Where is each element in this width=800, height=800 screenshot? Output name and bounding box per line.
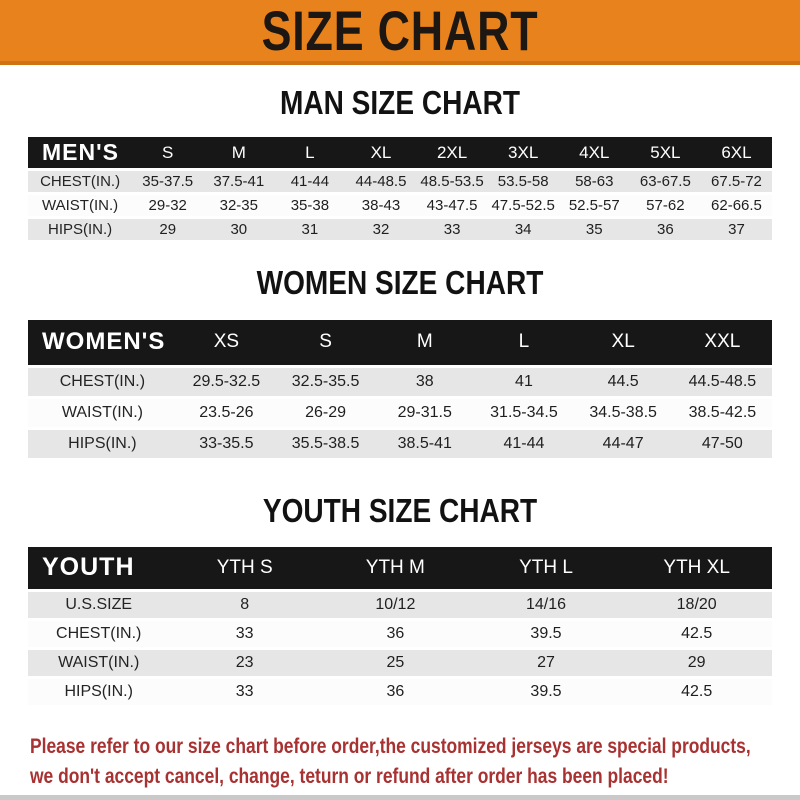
- row-label: U.S.SIZE: [28, 592, 169, 618]
- size-value: 38: [375, 368, 474, 396]
- measurement-row: [28, 171, 772, 192]
- row-label: CHEST(IN.): [28, 171, 132, 192]
- size-value: 23.5-26: [177, 399, 276, 427]
- size-value: 38.5-41: [375, 430, 474, 458]
- size-value: 43-47.5: [417, 195, 488, 216]
- size-value: 30: [203, 219, 274, 240]
- row-label: HIPS(IN.): [28, 430, 177, 458]
- man-size-section: [0, 85, 800, 243]
- size-value: 35: [559, 219, 630, 240]
- women-size-table: [28, 317, 772, 461]
- measurement-row: [28, 195, 772, 216]
- size-value: 8: [169, 592, 320, 618]
- banner: [0, 0, 800, 65]
- size-column-header: 6XL: [701, 137, 772, 168]
- size-value: 33: [417, 219, 488, 240]
- size-value: 41-44: [274, 171, 345, 192]
- measurement-row: [28, 430, 772, 458]
- size-value: 36: [630, 219, 701, 240]
- men-size-table: [28, 134, 772, 243]
- size-value: 27: [471, 650, 622, 676]
- women-size-section: [0, 265, 800, 460]
- size-value: 41-44: [474, 430, 573, 458]
- size-value: 33: [169, 621, 320, 647]
- size-column-header: S: [132, 137, 203, 168]
- size-value: 58-63: [559, 171, 630, 192]
- man-section-heading: MAN SIZE CHART: [280, 84, 520, 121]
- table-title-cell: MEN'S: [28, 137, 132, 168]
- size-value: 67.5-72: [701, 171, 772, 192]
- size-value: 33: [169, 679, 320, 705]
- size-value: 39.5: [471, 621, 622, 647]
- footer-line-2: we don't accept cancel, change, teturn or refund after order has been placed!: [30, 764, 669, 788]
- size-value: 35.5-38.5: [276, 430, 375, 458]
- size-value: 34.5-38.5: [574, 399, 673, 427]
- size-value: 36: [320, 679, 471, 705]
- size-value: 32-35: [203, 195, 274, 216]
- size-value: 29: [132, 219, 203, 240]
- size-value: 44.5-48.5: [673, 368, 772, 396]
- measurement-row: [28, 219, 772, 240]
- size-value: 48.5-53.5: [417, 171, 488, 192]
- table-header-row: [28, 137, 772, 168]
- size-column-header: 4XL: [559, 137, 630, 168]
- size-value: 42.5: [621, 679, 772, 705]
- size-value: 33-35.5: [177, 430, 276, 458]
- size-column-header: M: [203, 137, 274, 168]
- size-value: 52.5-57: [559, 195, 630, 216]
- size-column-header: L: [274, 137, 345, 168]
- size-value: 29: [621, 650, 772, 676]
- footer-note: [30, 732, 800, 792]
- measurement-row: [28, 592, 772, 618]
- table-header-row: [28, 547, 772, 589]
- table-title-cell: WOMEN'S: [28, 320, 177, 365]
- measurement-row: [28, 621, 772, 647]
- row-label: CHEST(IN.): [28, 368, 177, 396]
- size-value: 57-62: [630, 195, 701, 216]
- size-value: 53.5-58: [488, 171, 559, 192]
- size-value: 44-48.5: [345, 171, 416, 192]
- size-value: 32: [345, 219, 416, 240]
- size-column-header: L: [474, 320, 573, 365]
- footer-line-1: Please refer to our size chart before order,the customized jerseys are special products,: [30, 734, 751, 758]
- size-column-header: 5XL: [630, 137, 701, 168]
- size-column-header: XXL: [673, 320, 772, 365]
- size-column-header: 2XL: [417, 137, 488, 168]
- measurement-row: [28, 368, 772, 396]
- size-value: 47.5-52.5: [488, 195, 559, 216]
- size-value: 38-43: [345, 195, 416, 216]
- youth-section-heading: YOUTH SIZE CHART: [262, 491, 538, 529]
- size-value: 36: [320, 621, 471, 647]
- row-label: WAIST(IN.): [28, 399, 177, 427]
- size-value: 44.5: [574, 368, 673, 396]
- bottom-edge-strip: [0, 795, 800, 800]
- size-value: 32.5-35.5: [276, 368, 375, 396]
- size-value: 25: [320, 650, 471, 676]
- size-value: 62-66.5: [701, 195, 772, 216]
- size-column-header: 3XL: [488, 137, 559, 168]
- row-label: WAIST(IN.): [28, 195, 132, 216]
- size-value: 35-38: [274, 195, 345, 216]
- row-label: HIPS(IN.): [28, 219, 132, 240]
- size-value: 47-50: [673, 430, 772, 458]
- size-value: 41: [474, 368, 573, 396]
- women-section-heading: WOMEN SIZE CHART: [256, 264, 544, 302]
- measurement-row: [28, 679, 772, 705]
- table-header-row: [28, 320, 772, 365]
- size-column-header: XL: [345, 137, 416, 168]
- measurement-row: [28, 399, 772, 427]
- size-value: 34: [488, 219, 559, 240]
- size-column-header: S: [276, 320, 375, 365]
- size-value: 31.5-34.5: [474, 399, 573, 427]
- size-value: 37: [701, 219, 772, 240]
- size-value: 42.5: [621, 621, 772, 647]
- size-column-header: YTH XL: [621, 547, 772, 589]
- size-column-header: XS: [177, 320, 276, 365]
- size-column-header: YTH L: [471, 547, 622, 589]
- row-label: CHEST(IN.): [28, 621, 169, 647]
- row-label: HIPS(IN.): [28, 679, 169, 705]
- size-value: 26-29: [276, 399, 375, 427]
- youth-size-table: [28, 544, 772, 708]
- size-value: 29.5-32.5: [177, 368, 276, 396]
- size-column-header: XL: [574, 320, 673, 365]
- size-value: 37.5-41: [203, 171, 274, 192]
- measurement-row: [28, 650, 772, 676]
- size-value: 35-37.5: [132, 171, 203, 192]
- size-value: 29-31.5: [375, 399, 474, 427]
- size-column-header: M: [375, 320, 474, 365]
- youth-size-section: [0, 493, 800, 708]
- size-value: 38.5-42.5: [673, 399, 772, 427]
- size-value: 29-32: [132, 195, 203, 216]
- size-value: 10/12: [320, 592, 471, 618]
- size-value: 39.5: [471, 679, 622, 705]
- banner-title: SIZE CHART: [261, 0, 539, 62]
- size-value: 44-47: [574, 430, 673, 458]
- row-label: WAIST(IN.): [28, 650, 169, 676]
- table-title-cell: YOUTH: [28, 547, 169, 589]
- size-value: 14/16: [471, 592, 622, 618]
- size-value: 31: [274, 219, 345, 240]
- size-value: 23: [169, 650, 320, 676]
- size-column-header: YTH M: [320, 547, 471, 589]
- size-value: 18/20: [621, 592, 772, 618]
- size-column-header: YTH S: [169, 547, 320, 589]
- size-value: 63-67.5: [630, 171, 701, 192]
